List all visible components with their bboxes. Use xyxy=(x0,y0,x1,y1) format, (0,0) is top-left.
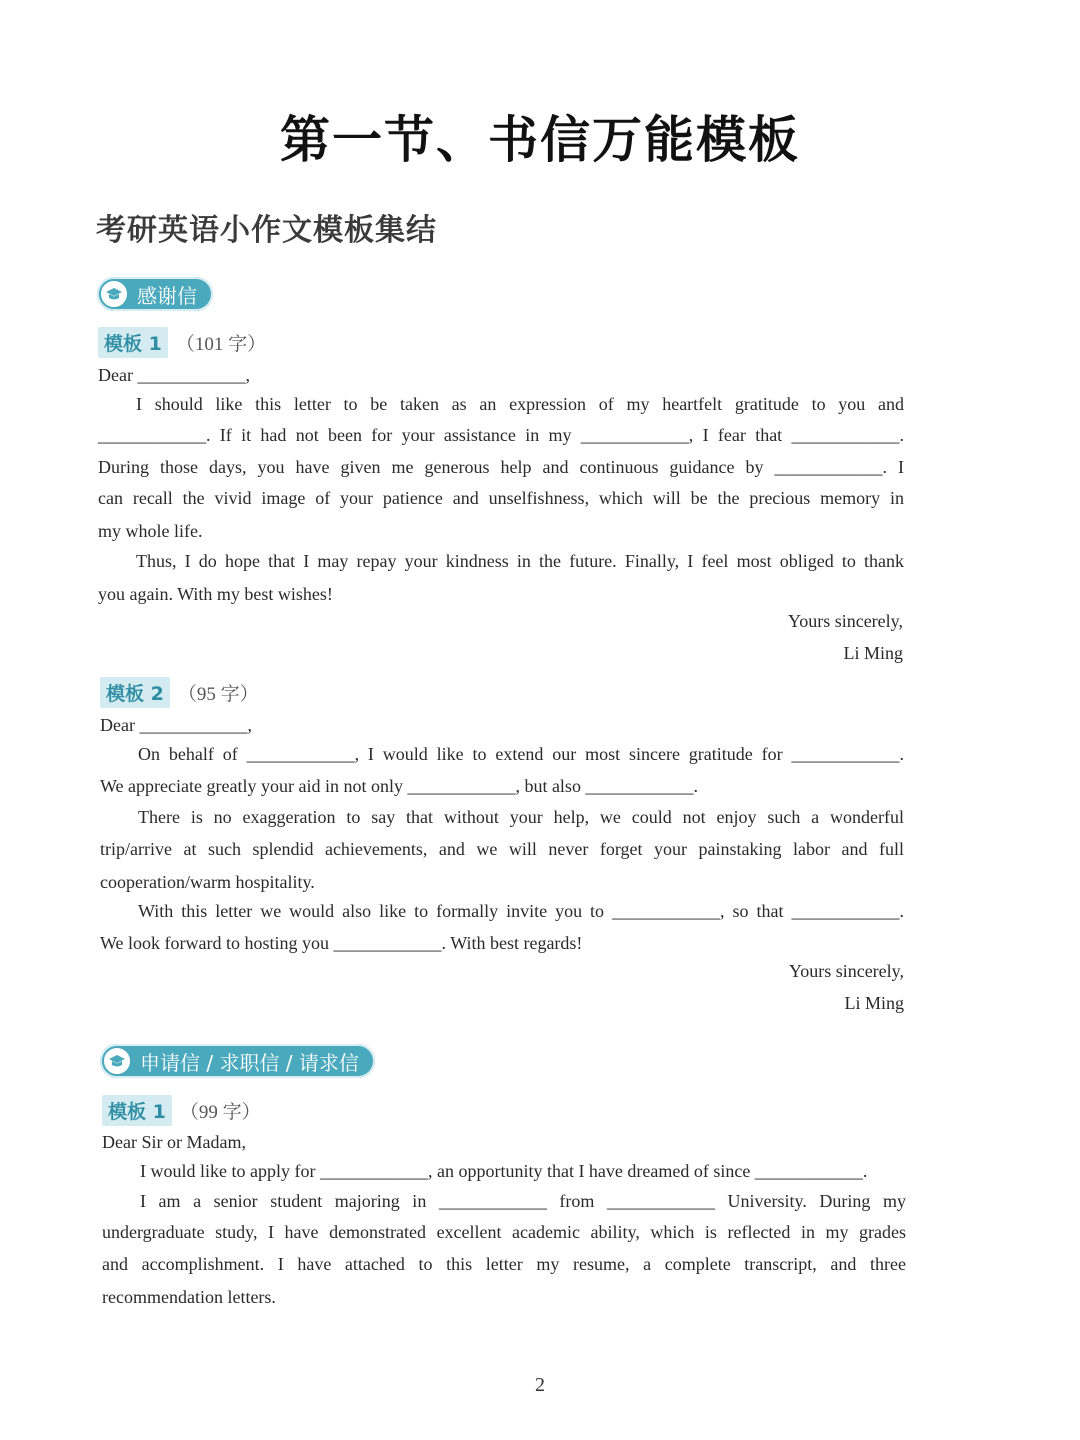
letter-paragraph xyxy=(102,1221,906,1243)
text-line: During those days, you have given me generous help and continuous guidance by ____________. I xyxy=(98,457,904,477)
page-number: 2 xyxy=(535,1374,545,1396)
text-line: and accomplishment. I have attached to this letter my resume, a complete transcript, and three xyxy=(102,1254,906,1274)
text-line: I would like to apply for ____________, an opportunity that I have dreamed of since ____________. xyxy=(140,1161,868,1181)
text-line: We appreciate greatly your aid in not only ____________, but also ____________. xyxy=(100,776,698,796)
text-line: recommendation letters. xyxy=(102,1287,276,1307)
letter-salutation: Dear Sir or Madam, xyxy=(102,1132,246,1152)
letter-signature: Li Ming xyxy=(844,993,904,1013)
letter-paragraph xyxy=(100,806,904,828)
template-header xyxy=(100,677,259,708)
letter-salutation: Dear ____________, xyxy=(100,715,252,735)
letter-paragraph xyxy=(98,393,904,415)
letter-paragraph xyxy=(100,743,904,765)
text-line: We look forward to hosting you ____________. With best regards! xyxy=(100,933,583,953)
text-line: I am a senior student majoring in ____________ from ____________ University. During my xyxy=(140,1191,906,1211)
letter-paragraph xyxy=(100,838,904,860)
text-line: undergraduate study, I have demonstrated excellent academic ability, which is reflected in my grades xyxy=(102,1222,906,1242)
template-label: 模板 2 xyxy=(100,677,170,708)
template-word-count: （99 字） xyxy=(179,1102,261,1123)
letter-closing: Yours sincerely, xyxy=(789,961,904,981)
page-subtitle: 考研英语小作文模板集结 xyxy=(96,213,437,248)
template-header xyxy=(98,327,266,358)
page-title: 第一节、书信万能模板 xyxy=(280,111,800,169)
section-tag-application xyxy=(100,1044,375,1078)
template-word-count: （95 字） xyxy=(177,684,259,705)
graduation-cap-icon xyxy=(99,279,129,309)
text-line: cooperation/warm hospitality. xyxy=(100,872,315,892)
text-line: my whole life. xyxy=(98,521,203,541)
text-line: you again. With my best wishes! xyxy=(98,584,333,604)
letter-paragraph xyxy=(100,900,904,922)
letter-paragraph xyxy=(102,1190,906,1212)
letter-paragraph xyxy=(102,1253,906,1275)
template-header xyxy=(102,1095,261,1126)
section-tag-thank-you xyxy=(97,277,213,311)
template-label: 模板 1 xyxy=(98,327,168,358)
text-line: On behalf of ____________, I would like to extend our most sincere gratitude for ____________. xyxy=(138,744,904,764)
text-line: With this letter we would also like to formally invite you to ____________, so that ____________. xyxy=(138,901,904,921)
text-line: Thus, I do hope that I may repay your kindness in the future. Finally, I feel most obliged to thank xyxy=(136,551,904,571)
text-line: There is no exaggeration to say that without your help, we could not enjoy such a wonderful xyxy=(138,807,904,827)
letter-paragraph xyxy=(98,550,904,572)
text-line: I should like this letter to be taken as an expression of my heartfelt gratitude to you and xyxy=(136,394,904,414)
text-line: can recall the vivid image of your patience and unselfishness, which will be the precious memory in xyxy=(98,488,904,508)
template-word-count: （101 字） xyxy=(175,334,267,355)
text-line: ____________. If it had not been for your assistance in my ____________, I fear that ____________. xyxy=(98,425,904,445)
section-tag-label: 感谢信 xyxy=(137,283,197,308)
letter-signature: Li Ming xyxy=(843,643,903,663)
letter-paragraph xyxy=(98,456,904,478)
letter-paragraph xyxy=(98,487,904,509)
graduation-cap-icon xyxy=(102,1046,132,1076)
letter-salutation: Dear ____________, xyxy=(98,365,250,385)
template-label: 模板 1 xyxy=(102,1095,172,1126)
letter-closing: Yours sincerely, xyxy=(788,611,903,631)
letter-paragraph xyxy=(98,424,904,446)
text-line: trip/arrive at such splendid achievements, and we will never forget your painstaking labor and full xyxy=(100,839,904,859)
section-tag-label: 申请信 / 求职信 / 请求信 xyxy=(140,1050,359,1075)
